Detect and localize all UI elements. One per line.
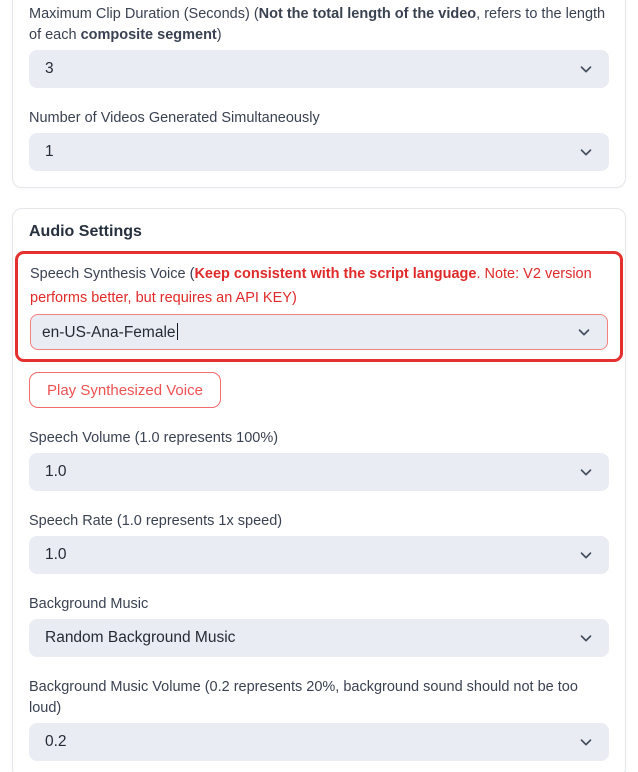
background-music-label: Background Music	[29, 596, 149, 612]
simultaneous-videos-group	[29, 108, 609, 171]
voice-label-prefix: Speech Synthesis Voice (	[30, 266, 195, 282]
text-cursor	[177, 323, 179, 340]
clip-duration-group	[29, 4, 609, 88]
background-music-value: Random Background Music	[45, 629, 236, 646]
clip-duration-label-suffix: )	[216, 27, 222, 43]
chevron-down-icon	[577, 546, 595, 564]
chevron-down-icon	[577, 629, 595, 647]
audio-settings-heading: Audio Settings	[29, 223, 142, 240]
chevron-down-icon	[577, 143, 595, 161]
speech-volume-dropdown[interactable]	[29, 453, 609, 491]
background-music-volume-group	[29, 677, 609, 761]
chevron-down-icon	[577, 60, 595, 78]
voice-value-text: en-US-Ana-Female	[42, 323, 176, 341]
video-settings-card	[12, 0, 626, 188]
clip-duration-dropdown[interactable]	[29, 50, 609, 88]
background-music-volume-label: Background Music Volume (0.2 represents 20%, background sound should not be too loud)	[29, 679, 578, 716]
voice-value	[42, 323, 178, 342]
voice-label	[30, 262, 608, 310]
background-music-volume-value: 0.2	[45, 733, 67, 750]
speech-rate-value: 1.0	[45, 546, 67, 563]
chevron-down-icon	[577, 463, 595, 481]
background-music-group	[29, 594, 609, 657]
clip-duration-value: 3	[45, 60, 54, 77]
chevron-down-icon	[575, 323, 593, 341]
background-music-dropdown[interactable]	[29, 619, 609, 657]
clip-duration-label	[29, 4, 609, 46]
play-voice-button[interactable]: Play Synthesized Voice	[29, 372, 221, 408]
voice-label-note: . Note: V2 version performs better, but requires an API KEY	[30, 266, 592, 306]
speech-rate-dropdown[interactable]	[29, 536, 609, 574]
audio-settings-card	[12, 208, 626, 772]
voice-label-suffix: )	[291, 290, 297, 306]
speech-rate-label: Speech Rate (1.0 represents 1x speed)	[29, 513, 283, 529]
speech-volume-group	[29, 428, 609, 491]
voice-label-warning-bold: Keep consistent with the script language	[194, 266, 477, 282]
simultaneous-videos-dropdown[interactable]	[29, 133, 609, 171]
clip-duration-label-mid: , refers to the length of each	[29, 6, 606, 43]
speech-volume-label: Speech Volume (1.0 represents 100%)	[29, 430, 279, 446]
simultaneous-videos-label: Number of Videos Generated Simultaneously	[29, 110, 320, 126]
voice-dropdown[interactable]	[30, 314, 608, 350]
chevron-down-icon	[577, 733, 595, 751]
clip-duration-label-prefix: Maximum Clip Duration (Seconds) (	[29, 6, 259, 22]
voice-highlight-box	[15, 251, 623, 362]
clip-duration-label-bold-1: Not the total length of the video	[258, 6, 477, 22]
background-music-volume-dropdown[interactable]	[29, 723, 609, 761]
speech-rate-group	[29, 511, 609, 574]
speech-volume-value: 1.0	[45, 463, 67, 480]
simultaneous-videos-value: 1	[45, 143, 54, 160]
clip-duration-label-bold-2: composite segment	[80, 27, 217, 43]
